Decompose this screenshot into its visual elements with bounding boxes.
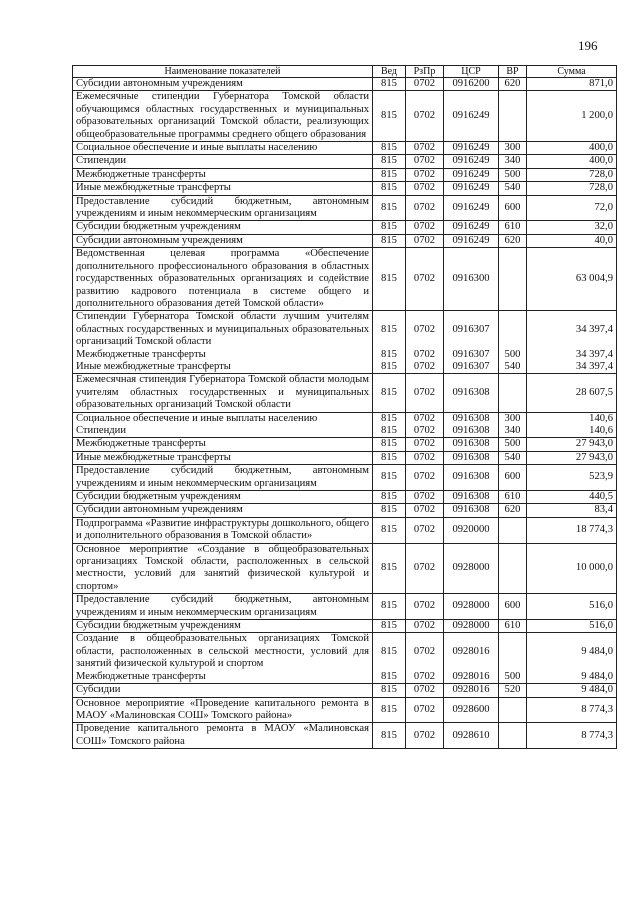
row-rzpr-cell: 0702: [406, 374, 444, 412]
row-vr-cell: 620: [499, 234, 527, 247]
row-ved-cell: 815: [373, 697, 406, 723]
row-ved-cell: 815: [373, 684, 406, 697]
row-sum-cell: 32,0: [527, 221, 617, 234]
row-name-cell: Подпрограмма «Развитие инфраструктуры дошкольного, общего и дополнительного образования в Томской области»: [73, 517, 373, 543]
row-vr-cell: 620: [499, 504, 527, 517]
row-ved-cell: 815: [373, 349, 406, 361]
row-sum-cell: 8 774,3: [527, 697, 617, 723]
row-ved-cell: 815: [373, 504, 406, 517]
row-name-cell: Ежемесячная стипендия Губернатора Томской области молодым учителям областных государственных и муниципальных образовательных организаций Томской области: [73, 374, 373, 412]
row-csr-cell: 0916249: [444, 168, 499, 181]
row-vr-cell: 500: [499, 168, 527, 181]
row-name-cell: Межбюджетные трансферты: [73, 168, 373, 181]
row-csr-cell: 0928610: [444, 723, 499, 749]
row-name-cell: Иные межбюджетные трансферты: [73, 361, 373, 374]
table-row: [73, 142, 617, 155]
table-row: [73, 78, 617, 91]
row-sum-cell: 9 484,0: [527, 684, 617, 697]
row-rzpr-cell: 0702: [406, 248, 444, 311]
header-csr: ЦСР: [444, 66, 499, 78]
row-name-cell: Субсидии бюджетным учреждениям: [73, 620, 373, 633]
row-rzpr-cell: 0702: [406, 168, 444, 181]
row-sum-cell: 63 004,9: [527, 248, 617, 311]
row-vr-cell: [499, 311, 527, 349]
row-name-cell: Иные межбюджетные трансферты: [73, 451, 373, 464]
row-ved-cell: 815: [373, 78, 406, 91]
row-csr-cell: 0928000: [444, 620, 499, 633]
row-sum-cell: 34 397,4: [527, 349, 617, 361]
table-row: [73, 234, 617, 247]
header-rzpr: РзПр: [406, 66, 444, 78]
header-ved: Вед: [373, 66, 406, 78]
table-body: [73, 78, 617, 749]
table-row: [73, 248, 617, 311]
row-ved-cell: 815: [373, 465, 406, 491]
row-vr-cell: 540: [499, 361, 527, 374]
header-sum: Сумма: [527, 66, 617, 78]
row-rzpr-cell: 0702: [406, 517, 444, 543]
row-ved-cell: 815: [373, 142, 406, 155]
row-vr-cell: 610: [499, 620, 527, 633]
row-csr-cell: 0916308: [444, 465, 499, 491]
row-ved-cell: 815: [373, 361, 406, 374]
row-csr-cell: 0928000: [444, 543, 499, 594]
row-csr-cell: 0916308: [444, 451, 499, 464]
row-sum-cell: 8 774,3: [527, 723, 617, 749]
table-row: [73, 195, 617, 221]
row-ved-cell: 815: [373, 491, 406, 504]
row-csr-cell: 0916308: [444, 504, 499, 517]
row-name-cell: Субсидии бюджетным учреждениям: [73, 221, 373, 234]
row-name-cell: Иные межбюджетные трансферты: [73, 182, 373, 195]
row-vr-cell: 600: [499, 195, 527, 221]
row-csr-cell: 0916249: [444, 182, 499, 195]
row-vr-cell: 300: [499, 142, 527, 155]
row-ved-cell: 815: [373, 594, 406, 620]
row-vr-cell: 300: [499, 412, 527, 425]
row-ved-cell: 815: [373, 221, 406, 234]
row-name-cell: Стипендии Губернатора Томской области лучшим учителям областных государственных и муниципальных образовательных организаций Томской области: [73, 311, 373, 349]
row-rzpr-cell: 0702: [406, 451, 444, 464]
row-sum-cell: 523,9: [527, 465, 617, 491]
table-row: [73, 155, 617, 168]
row-rzpr-cell: 0702: [406, 349, 444, 361]
row-name-cell: Субсидии автономным учреждениям: [73, 78, 373, 91]
row-rzpr-cell: 0702: [406, 361, 444, 374]
header-vr: ВР: [499, 66, 527, 78]
row-vr-cell: 600: [499, 594, 527, 620]
row-name-cell: Стипендии: [73, 425, 373, 438]
row-name-cell: Предоставление субсидий бюджетным, автономным учреждениям и иным некоммерческим организациям: [73, 195, 373, 221]
table-row: [73, 349, 617, 361]
row-rzpr-cell: 0702: [406, 311, 444, 349]
row-csr-cell: 0916249: [444, 234, 499, 247]
row-csr-cell: 0916308: [444, 491, 499, 504]
row-ved-cell: 815: [373, 91, 406, 142]
row-sum-cell: 516,0: [527, 594, 617, 620]
row-vr-cell: 500: [499, 438, 527, 451]
row-csr-cell: 0916307: [444, 361, 499, 374]
row-vr-cell: [499, 248, 527, 311]
row-sum-cell: 27 943,0: [527, 451, 617, 464]
row-name-cell: Субсидии: [73, 684, 373, 697]
row-ved-cell: 815: [373, 438, 406, 451]
row-ved-cell: 815: [373, 195, 406, 221]
table-row: [73, 491, 617, 504]
row-sum-cell: 728,0: [527, 168, 617, 181]
table-row: [73, 91, 617, 142]
row-sum-cell: 10 000,0: [527, 543, 617, 594]
row-name-cell: Создание в общеобразовательных организациях Томской области, расположенных в сельской местности, условий для занятий физической культурой и спортом: [73, 633, 373, 671]
row-sum-cell: 1 200,0: [527, 91, 617, 142]
row-rzpr-cell: 0702: [406, 465, 444, 491]
table-row: [73, 594, 617, 620]
row-csr-cell: 0916200: [444, 78, 499, 91]
row-rzpr-cell: 0702: [406, 425, 444, 438]
row-vr-cell: [499, 723, 527, 749]
row-sum-cell: 140,6: [527, 412, 617, 425]
row-rzpr-cell: 0702: [406, 78, 444, 91]
row-vr-cell: 540: [499, 451, 527, 464]
row-rzpr-cell: 0702: [406, 633, 444, 671]
row-vr-cell: 500: [499, 349, 527, 361]
row-vr-cell: 520: [499, 684, 527, 697]
row-name-cell: Социальное обеспечение и иные выплаты населению: [73, 412, 373, 425]
row-sum-cell: 9 484,0: [527, 633, 617, 671]
row-sum-cell: 34 397,4: [527, 311, 617, 349]
row-csr-cell: 0928000: [444, 594, 499, 620]
table-row: [73, 361, 617, 374]
table-row: [73, 723, 617, 749]
row-vr-cell: [499, 91, 527, 142]
row-rzpr-cell: 0702: [406, 195, 444, 221]
table-header-row: [73, 66, 617, 78]
row-sum-cell: 34 397,4: [527, 361, 617, 374]
row-rzpr-cell: 0702: [406, 671, 444, 684]
row-ved-cell: 815: [373, 155, 406, 168]
budget-table: [72, 65, 617, 749]
row-rzpr-cell: 0702: [406, 620, 444, 633]
table-row: [73, 311, 617, 349]
table-row: [73, 182, 617, 195]
row-sum-cell: 440,5: [527, 491, 617, 504]
row-vr-cell: 610: [499, 221, 527, 234]
row-rzpr-cell: 0702: [406, 412, 444, 425]
row-sum-cell: 728,0: [527, 182, 617, 195]
row-vr-cell: [499, 543, 527, 594]
row-name-cell: Социальное обеспечение и иные выплаты населению: [73, 142, 373, 155]
row-csr-cell: 0928016: [444, 684, 499, 697]
page-number: 196: [578, 38, 598, 53]
row-vr-cell: [499, 517, 527, 543]
row-csr-cell: 0920000: [444, 517, 499, 543]
row-vr-cell: 610: [499, 491, 527, 504]
row-ved-cell: 815: [373, 168, 406, 181]
row-sum-cell: 9 484,0: [527, 671, 617, 684]
row-csr-cell: 0916307: [444, 349, 499, 361]
table-row: [73, 221, 617, 234]
table-row: [73, 412, 617, 425]
row-sum-cell: 18 774,3: [527, 517, 617, 543]
row-rzpr-cell: 0702: [406, 438, 444, 451]
row-ved-cell: 815: [373, 620, 406, 633]
table-row: [73, 671, 617, 684]
table-row: [73, 684, 617, 697]
row-vr-cell: 340: [499, 155, 527, 168]
table-row: [73, 451, 617, 464]
row-csr-cell: 0916308: [444, 412, 499, 425]
row-name-cell: Проведение капитального ремонта в МАОУ «Малиновская СОШ» Томского района: [73, 723, 373, 749]
row-sum-cell: 83,4: [527, 504, 617, 517]
row-vr-cell: 500: [499, 671, 527, 684]
row-rzpr-cell: 0702: [406, 142, 444, 155]
table-row: [73, 425, 617, 438]
row-rzpr-cell: 0702: [406, 182, 444, 195]
row-ved-cell: 815: [373, 451, 406, 464]
row-ved-cell: 815: [373, 633, 406, 671]
row-name-cell: Субсидии бюджетным учреждениям: [73, 491, 373, 504]
row-ved-cell: 815: [373, 374, 406, 412]
row-rzpr-cell: 0702: [406, 684, 444, 697]
table-row: [73, 697, 617, 723]
row-ved-cell: 815: [373, 671, 406, 684]
row-vr-cell: 340: [499, 425, 527, 438]
row-ved-cell: 815: [373, 311, 406, 349]
row-csr-cell: 0916307: [444, 311, 499, 349]
row-vr-cell: [499, 633, 527, 671]
table-row: [73, 504, 617, 517]
row-csr-cell: 0916300: [444, 248, 499, 311]
row-rzpr-cell: 0702: [406, 91, 444, 142]
header-name: Наименование показателей: [73, 66, 373, 78]
row-name-cell: Субсидии автономным учреждениям: [73, 504, 373, 517]
row-name-cell: Предоставление субсидий бюджетным, автономным учреждениям и иным некоммерческим организациям: [73, 465, 373, 491]
row-csr-cell: 0916308: [444, 374, 499, 412]
row-vr-cell: 600: [499, 465, 527, 491]
row-rzpr-cell: 0702: [406, 594, 444, 620]
row-name-cell: Межбюджетные трансферты: [73, 671, 373, 684]
row-csr-cell: 0928600: [444, 697, 499, 723]
table-row: [73, 465, 617, 491]
row-ved-cell: 815: [373, 723, 406, 749]
table-row: [73, 438, 617, 451]
row-vr-cell: [499, 374, 527, 412]
row-rzpr-cell: 0702: [406, 504, 444, 517]
row-sum-cell: 140,6: [527, 425, 617, 438]
row-name-cell: Межбюджетные трансферты: [73, 349, 373, 361]
row-csr-cell: 0928016: [444, 633, 499, 671]
row-name-cell: Ведомственная целевая программа «Обеспечение дополнительного профессионального образования в областных государственных образовательных организациях и содействие развитию кадрового потенциала в системе общего и дополнительного образования детей Томской области»: [73, 248, 373, 311]
row-sum-cell: 400,0: [527, 142, 617, 155]
row-name-cell: Субсидии автономным учреждениям: [73, 234, 373, 247]
row-vr-cell: [499, 697, 527, 723]
row-csr-cell: 0916308: [444, 438, 499, 451]
row-sum-cell: 871,0: [527, 78, 617, 91]
row-name-cell: Предоставление субсидий бюджетным, автономным учреждениям и иным некоммерческим организациям: [73, 594, 373, 620]
row-name-cell: Стипендии: [73, 155, 373, 168]
row-sum-cell: 516,0: [527, 620, 617, 633]
row-ved-cell: 815: [373, 234, 406, 247]
row-ved-cell: 815: [373, 543, 406, 594]
row-rzpr-cell: 0702: [406, 543, 444, 594]
table-row: [73, 374, 617, 412]
row-vr-cell: 540: [499, 182, 527, 195]
row-csr-cell: 0916308: [444, 425, 499, 438]
row-ved-cell: 815: [373, 182, 406, 195]
row-sum-cell: 28 607,5: [527, 374, 617, 412]
row-rzpr-cell: 0702: [406, 221, 444, 234]
row-rzpr-cell: 0702: [406, 723, 444, 749]
row-vr-cell: 620: [499, 78, 527, 91]
table-row: [73, 543, 617, 594]
table-row: [73, 168, 617, 181]
row-name-cell: Основное мероприятие «Создание в общеобразовательных организациях Томской области, расположенных в сельской местности, условий для занятий физической культурой и спортом»: [73, 543, 373, 594]
table-row: [73, 620, 617, 633]
row-csr-cell: 0916249: [444, 155, 499, 168]
row-rzpr-cell: 0702: [406, 491, 444, 504]
row-csr-cell: 0916249: [444, 195, 499, 221]
row-name-cell: Основное мероприятие «Проведение капитального ремонта в МАОУ «Малиновская СОШ» Томского района»: [73, 697, 373, 723]
row-sum-cell: 40,0: [527, 234, 617, 247]
table-row: [73, 633, 617, 671]
row-csr-cell: 0916249: [444, 221, 499, 234]
row-sum-cell: 27 943,0: [527, 438, 617, 451]
row-name-cell: Ежемесячные стипендии Губернатора Томской области обучающимся областных государственных и муниципальных образовательных организаций Томской области, реализующих общеобразовательные программы среднего общего образования: [73, 91, 373, 142]
row-sum-cell: 72,0: [527, 195, 617, 221]
row-rzpr-cell: 0702: [406, 155, 444, 168]
row-name-cell: Межбюджетные трансферты: [73, 438, 373, 451]
row-csr-cell: 0916249: [444, 142, 499, 155]
row-csr-cell: 0928016: [444, 671, 499, 684]
row-rzpr-cell: 0702: [406, 234, 444, 247]
row-sum-cell: 400,0: [527, 155, 617, 168]
row-ved-cell: 815: [373, 425, 406, 438]
row-ved-cell: 815: [373, 248, 406, 311]
row-ved-cell: 815: [373, 412, 406, 425]
row-rzpr-cell: 0702: [406, 697, 444, 723]
row-csr-cell: 0916249: [444, 91, 499, 142]
row-ved-cell: 815: [373, 517, 406, 543]
table-row: [73, 517, 617, 543]
